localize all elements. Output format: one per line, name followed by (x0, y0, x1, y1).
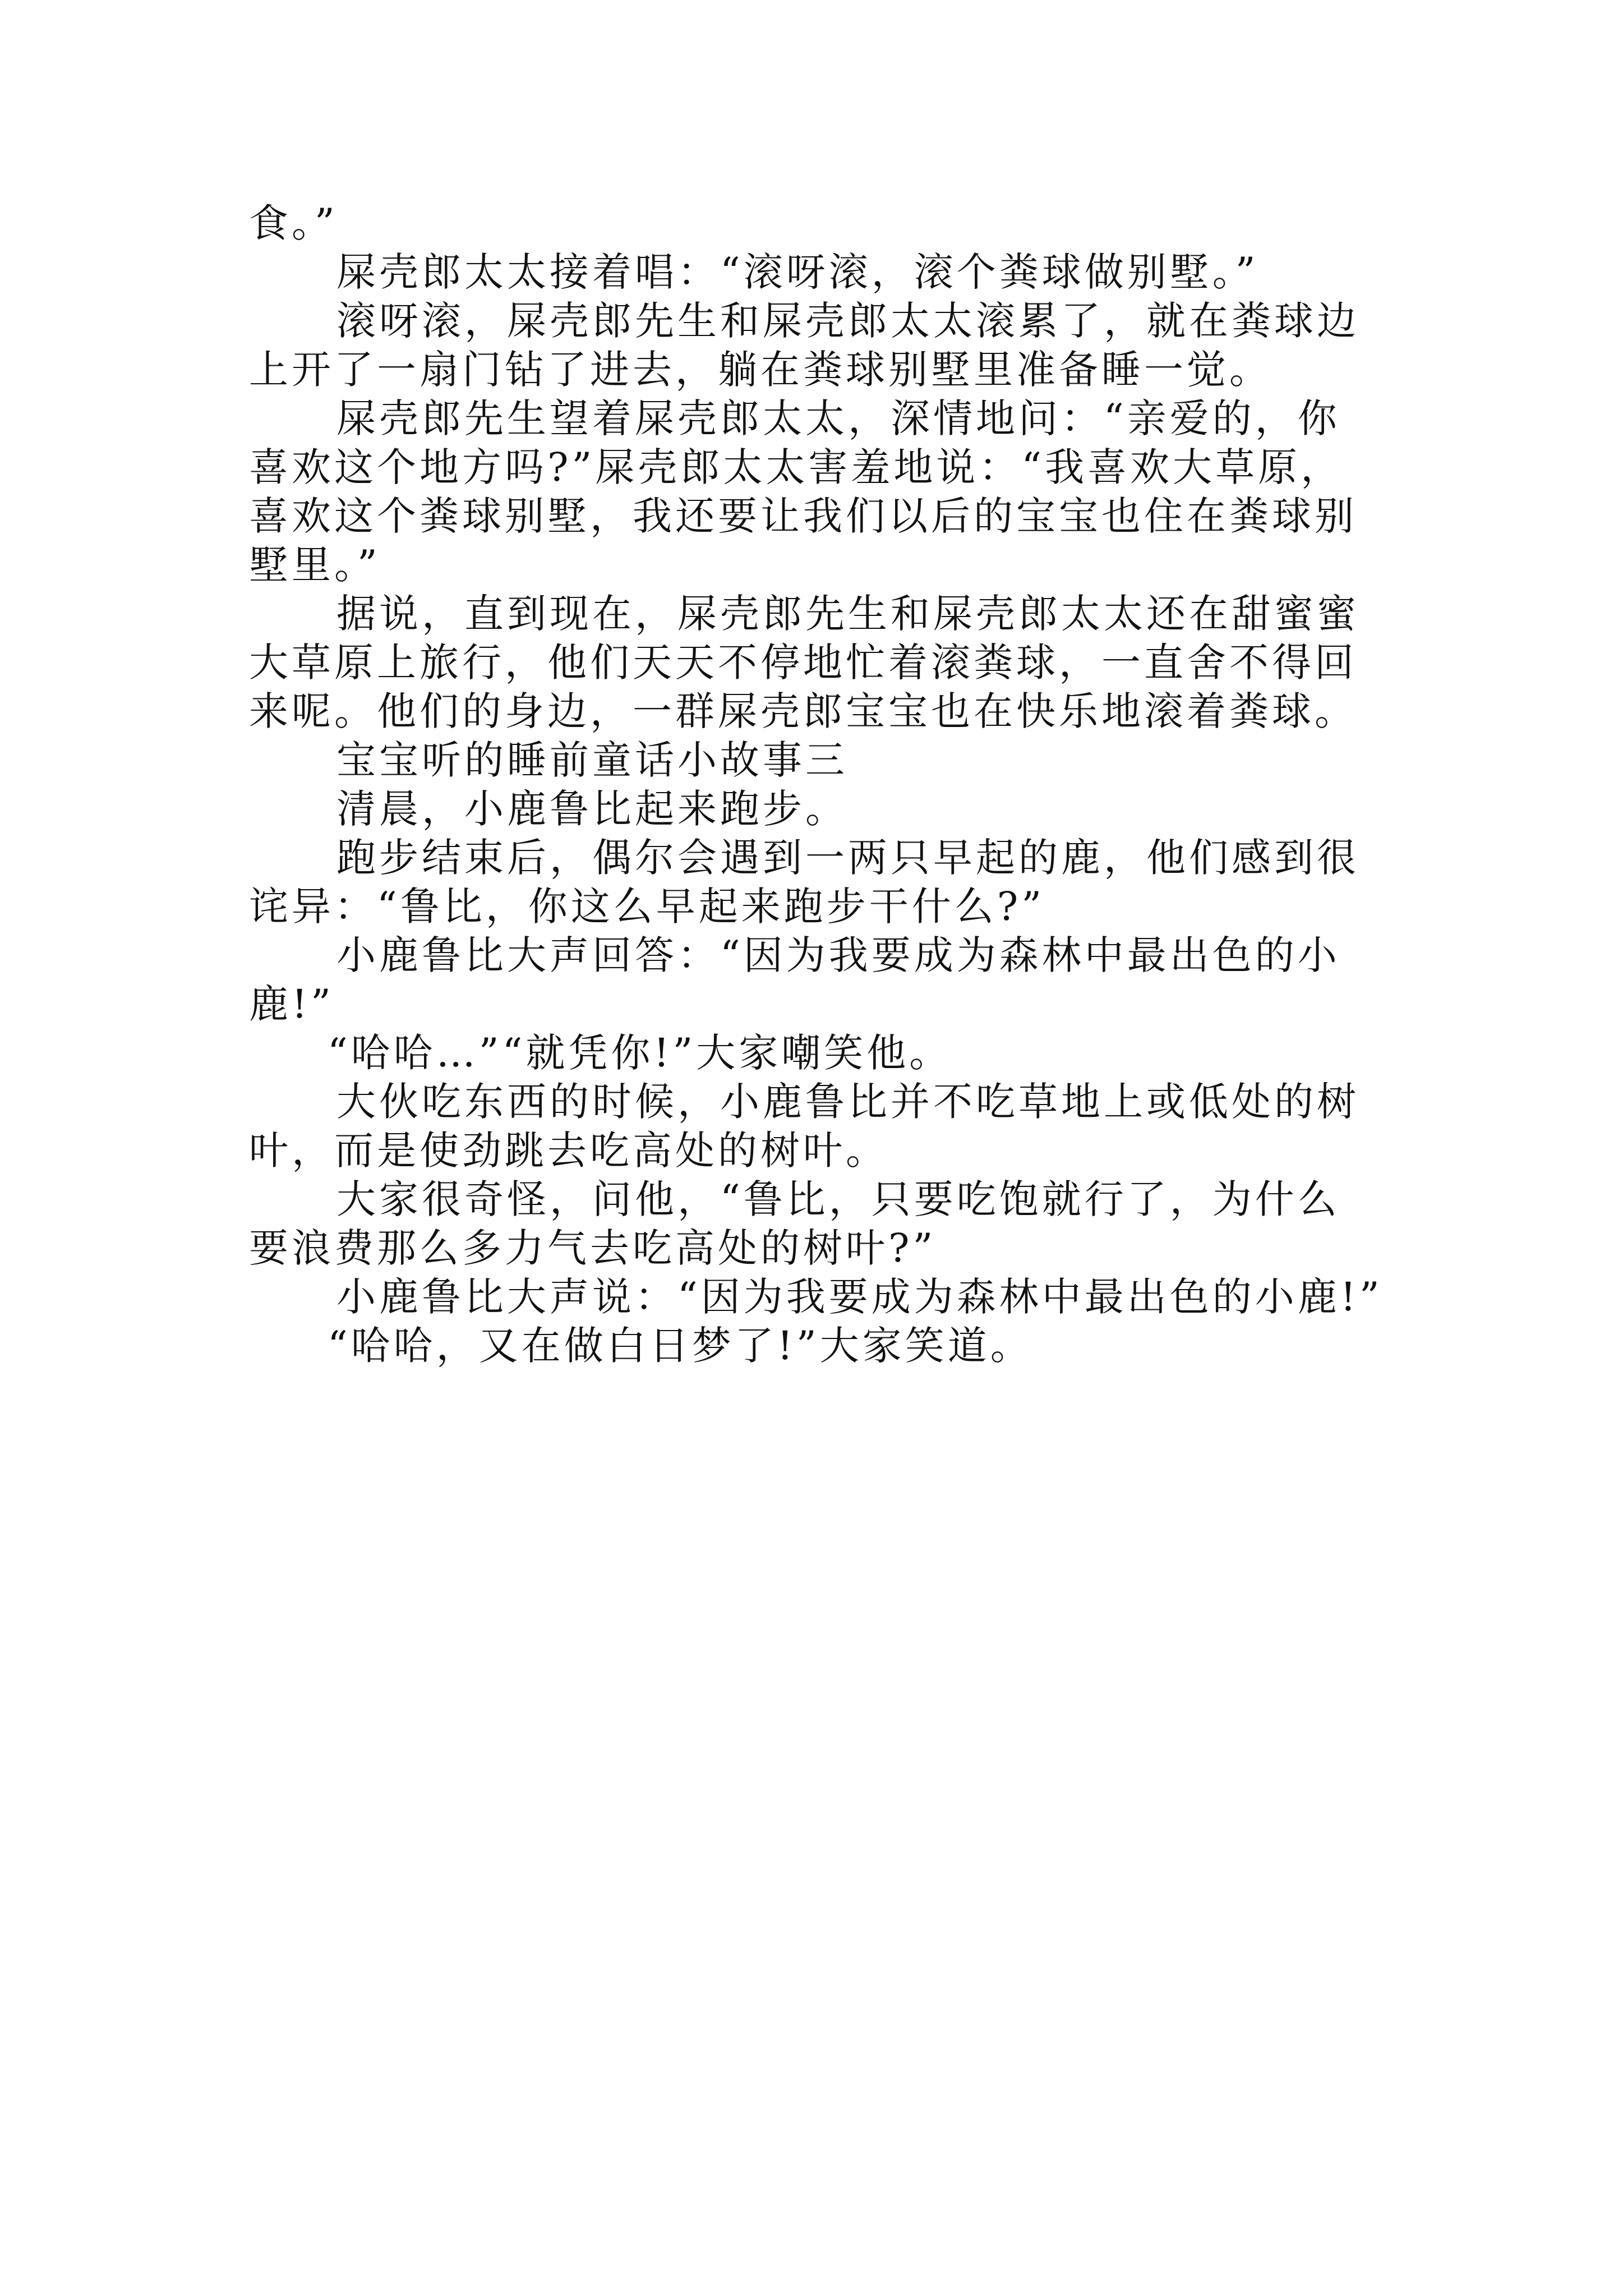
text-line: 鹿!” (249, 981, 334, 1027)
text-line: 来呢。他们的身边，一群屎壳郎宝宝也在快乐地滚着粪球。 (249, 688, 1357, 734)
text-line: 清晨，小鹿鲁比起来跑步。 (336, 786, 848, 832)
text-line: 大家很奇怪，问他，“鲁比，只要吃饱就行了，为什么 (336, 1176, 1340, 1222)
text-line: 诧异：“鲁比，你这么早起来跑步干什么?” (249, 884, 1045, 930)
text-line: 屎壳郎先生望着屎壳郎太太，深情地问：“亲爱的，你 (336, 395, 1340, 441)
section-title: 宝宝听的睡前童话小故事三 (336, 737, 848, 783)
text-line: 滚呀滚，屎壳郎先生和屎壳郎太太滚累了，就在粪球边 (336, 298, 1359, 344)
text-line: 小鹿鲁比大声说：“因为我要成为森林中最出色的小鹿!” (336, 1274, 1383, 1320)
text-line: 小鹿鲁比大声回答：“因为我要成为森林中最出色的小 (336, 932, 1340, 978)
text-line: 屎壳郎太太接着唱：“滚呀滚，滚个粪球做别墅。” (336, 249, 1259, 295)
text-line: 大伙吃东西的时候，小鹿鲁比并不吃草地上或低处的树 (336, 1079, 1359, 1125)
text-line: 要浪费那么多力气去吃高处的树叶?” (249, 1225, 937, 1271)
text-line: 食。” (249, 200, 338, 246)
text-line: 跑步结束后，偶尔会遇到一两只早起的鹿，他们感到很 (336, 835, 1359, 881)
text-line: 叶，而是使劲跳去吃高处的树叶。 (249, 1128, 888, 1174)
text-line: 喜欢这个粪球别墅，我还要让我们以后的宝宝也住在粪球别 (249, 493, 1357, 539)
text-line: 大草原上旅行，他们天天不停地忙着滚粪球，一直舍不得回 (249, 639, 1357, 685)
text-line: “哈哈…”“就凭你!”大家嘲笑他。 (328, 1030, 952, 1076)
text-line: 据说，直到现在，屎壳郎先生和屎壳郎太太还在甜蜜蜜 (336, 591, 1359, 637)
text-line: “哈哈，又在做白日梦了!”大家笑道。 (328, 1323, 1033, 1369)
text-line: 上开了一扇门钻了进去，躺在粪球别墅里准备睡一觉。 (249, 347, 1272, 393)
text-line: 喜欢这个地方吗?”屎壳郎太太害羞地说：“我喜欢大草原， (249, 444, 1344, 490)
document-body (249, 199, 1399, 1370)
text-line: 墅里。” (249, 542, 381, 588)
